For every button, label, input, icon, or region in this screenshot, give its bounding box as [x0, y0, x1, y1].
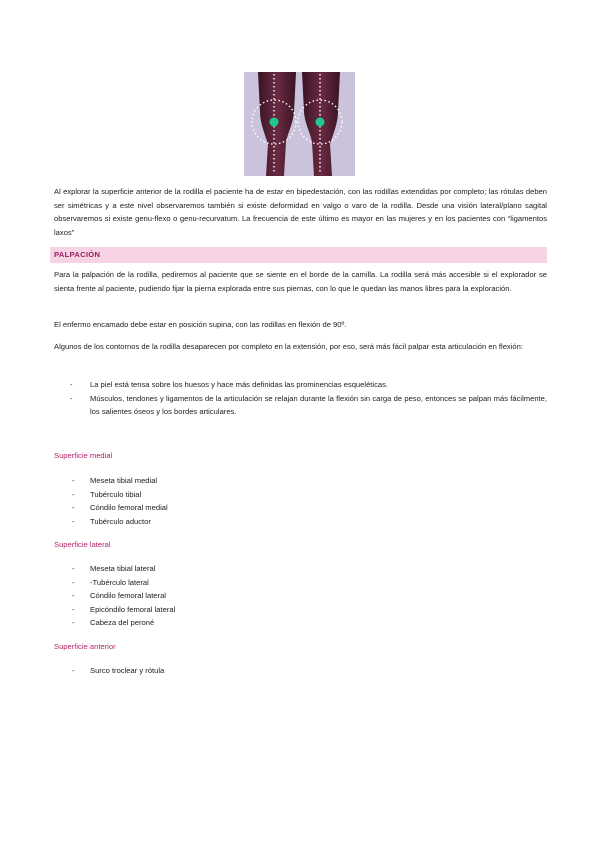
- intro-paragraph: Al explorar la superficie anterior de la rodilla el paciente ha de estar en bipedestación, con las rodillas extendidas por completo; las rótulas deben ser simétricas y a este nivel observaremos también si existe deformidad en valgo o varo de la rodilla. Desde una visión lateral/plano sagital observaremos si existe genu-flexo o genu-recurvatum. La frecuencia de este último es mayor en las mujeres y en los pacientes con “ligamentos laxos”: [54, 187, 547, 237]
- list-item-text: Meseta tibial lateral: [90, 564, 156, 573]
- list-item-text: Tubérculo tibial: [90, 489, 142, 499]
- list-item-text: La piel está tensa sobre los huesos y hace más definidas las prominencias esqueléticas.: [90, 380, 389, 389]
- list-item: [72, 562, 372, 576]
- bullet-dash: -: [72, 503, 75, 512]
- bullet-dash: -: [70, 393, 73, 403]
- bullet-dash: -: [72, 564, 75, 573]
- list-item-text: Epicóndilo femoral lateral: [90, 604, 176, 614]
- list-item: [72, 589, 372, 603]
- list-item: [72, 616, 372, 630]
- list-item: [72, 515, 372, 529]
- bullet-dash: -: [72, 577, 75, 587]
- list-item: [72, 488, 372, 502]
- lateral-list: [72, 562, 372, 630]
- paragraph-supine: El enfermo encamado debe estar en posición supina, con las rodillas en flexión de 90º.: [54, 320, 347, 329]
- bullet-dash: -: [72, 618, 75, 627]
- list-item: [70, 378, 547, 392]
- medial-list: [72, 474, 372, 528]
- bullet-dash: -: [72, 591, 75, 600]
- list-item-text: Tubérculo aductor: [90, 516, 151, 526]
- knees-figure: [244, 72, 355, 176]
- subsection-title-lateral: Superficie lateral: [54, 540, 111, 549]
- list-item: [72, 603, 372, 617]
- section-title: PALPACIÓN: [54, 250, 101, 259]
- bullet-dash: -: [72, 604, 75, 614]
- subsection-title-anterior: Superficie anterior: [54, 642, 116, 651]
- list-item-text: Surco troclear y rótula: [90, 666, 165, 675]
- bullet-dash: -: [72, 516, 75, 526]
- list-item: [72, 576, 372, 590]
- list-item-text: Cóndilo femoral lateral: [90, 591, 166, 600]
- list-item-text: Cabeza del peroné: [90, 618, 155, 627]
- paragraph-palpation: Para la palpación de la rodilla, pediremos al paciente que se siente en el borde de la camilla. La rodilla será más accesible si el explorador se sienta frente al paciente, pudiendo fijar la pierna explorada entre sus piernas, con lo que le quedan las manos libres para la exploración.: [54, 270, 547, 293]
- subsection-title-medial: Superficie medial: [54, 451, 113, 460]
- bullet-dash: -: [72, 476, 75, 485]
- list-item: [72, 474, 372, 488]
- bullet-dash: -: [70, 380, 73, 389]
- bullet-dash: -: [72, 489, 75, 499]
- list-item: [72, 501, 372, 515]
- anterior-list: [72, 664, 372, 678]
- paragraph-flexion: Algunos de los contornos de la rodilla desaparecen por completo en la extensión, por eso, será más fácil palpar esta articulación en flexión:: [54, 342, 523, 351]
- right-patella-marker: [316, 118, 325, 127]
- list-item-text: Meseta tibial medial: [90, 476, 158, 485]
- knees-anterior-view-illustration: [244, 72, 355, 176]
- list-item-text: Músculos, tendones y ligamentos de la articulación se relajan durante la flexión sin carga de peso, entonces se palpan más fácilmente, los salientes óseos y los bordes articulares.: [90, 393, 547, 416]
- list-item-text: Cóndilo femoral medial: [90, 503, 168, 512]
- left-patella-marker: [270, 118, 279, 127]
- list-item: [72, 664, 372, 678]
- list-item-text: -Tubérculo lateral: [90, 577, 149, 587]
- bullet-dash: -: [72, 666, 75, 675]
- list-item: [70, 392, 547, 419]
- flexion-list: [70, 378, 547, 419]
- section-header-bar: [50, 247, 547, 263]
